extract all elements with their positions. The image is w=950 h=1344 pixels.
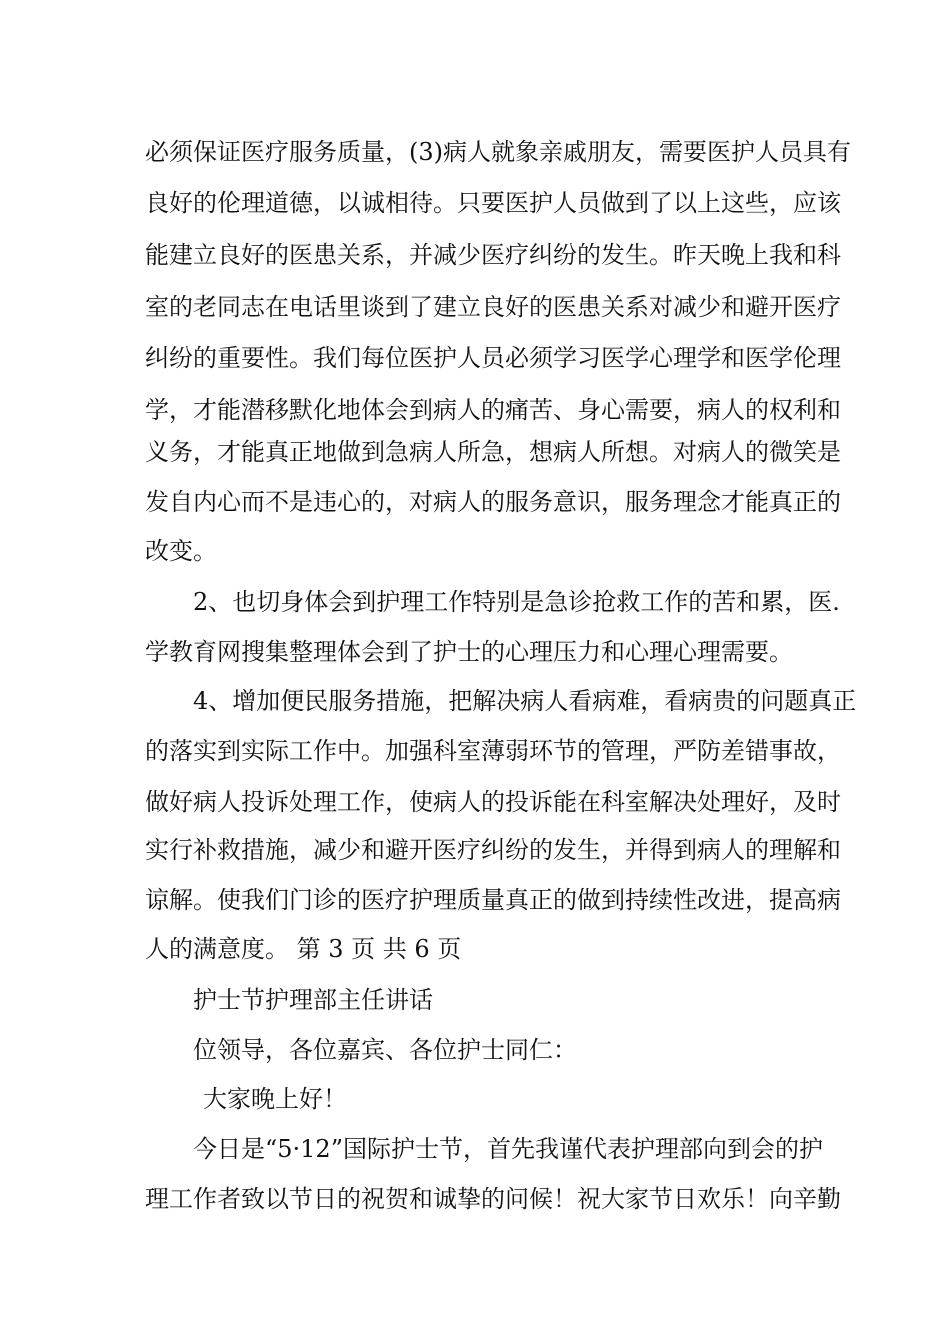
text-line: 室的老同志在电话里谈到了建立良好的医患关系对减少和避开医疗 [145,293,841,321]
speech-line: 理工作者致以节日的祝贺和诚挚的问候！祝大家节日欢乐！向辛勤 [145,1185,841,1213]
paragraph-4-line: 4、增加便民服务措施，把解决病人看病难，看病贵的问题真正 [193,687,857,715]
text-line: 能建立良好的医患关系，并减少医疗纠纷的发生。昨天晚上我和科 [145,241,841,269]
text-line: 良好的伦理道德，以诚相待。只要医护人员做到了以上这些，应该 [145,189,841,217]
text-line: 学教育网搜集整理体会到了护士的心理压力和心理心理需要。 [145,638,793,666]
page-number-line: 人的满意度。 第 3 页 共 6 页 [145,935,462,963]
text-line: 必须保证医疗服务质量，(3)病人就象亲戚朋友，需要医护人员具有 [145,138,851,166]
section-title: 护士节护理部主任讲话 [193,986,433,1014]
text-line: 改变。 [145,537,217,565]
text-line: 谅解。使我们门诊的医疗护理质量真正的做到持续性改进，提高病 [145,886,841,914]
text-line: 做好病人投诉处理工作，使病人的投诉能在科室解决处理好，及时 [145,788,841,816]
text-line: 发自内心而不是违心的，对病人的服务意识，服务理念才能真正的 [145,488,841,516]
text-line: 实行补救措施，减少和避开医疗纠纷的发生，并得到病人的理解和 [145,836,841,864]
text-line: 纠纷的重要性。我们每位医护人员必须学习医学心理学和医学伦理 [145,344,841,372]
text-line: 的落实到实际工作中。加强科室薄弱环节的管理，严防差错事故， [145,737,841,765]
text-line: 义务，才能真正地做到急病人所急，想病人所想。对病人的微笑是 [145,438,841,466]
paragraph-2-line: 2、也切身体会到护理工作特别是急诊抢救工作的苦和累，医. [193,588,840,616]
text-line: 学，才能潜移默化地体会到病人的痛苦、身心需要，病人的权利和 [145,396,841,424]
salutation-line: 位领导，各位嘉宾、各位护士同仁： [193,1036,577,1064]
speech-line: 今日是“5·12”国际护士节，首先我谨代表护理部向到会的护 [193,1135,823,1163]
greeting-line: 大家晚上好！ [203,1085,347,1113]
